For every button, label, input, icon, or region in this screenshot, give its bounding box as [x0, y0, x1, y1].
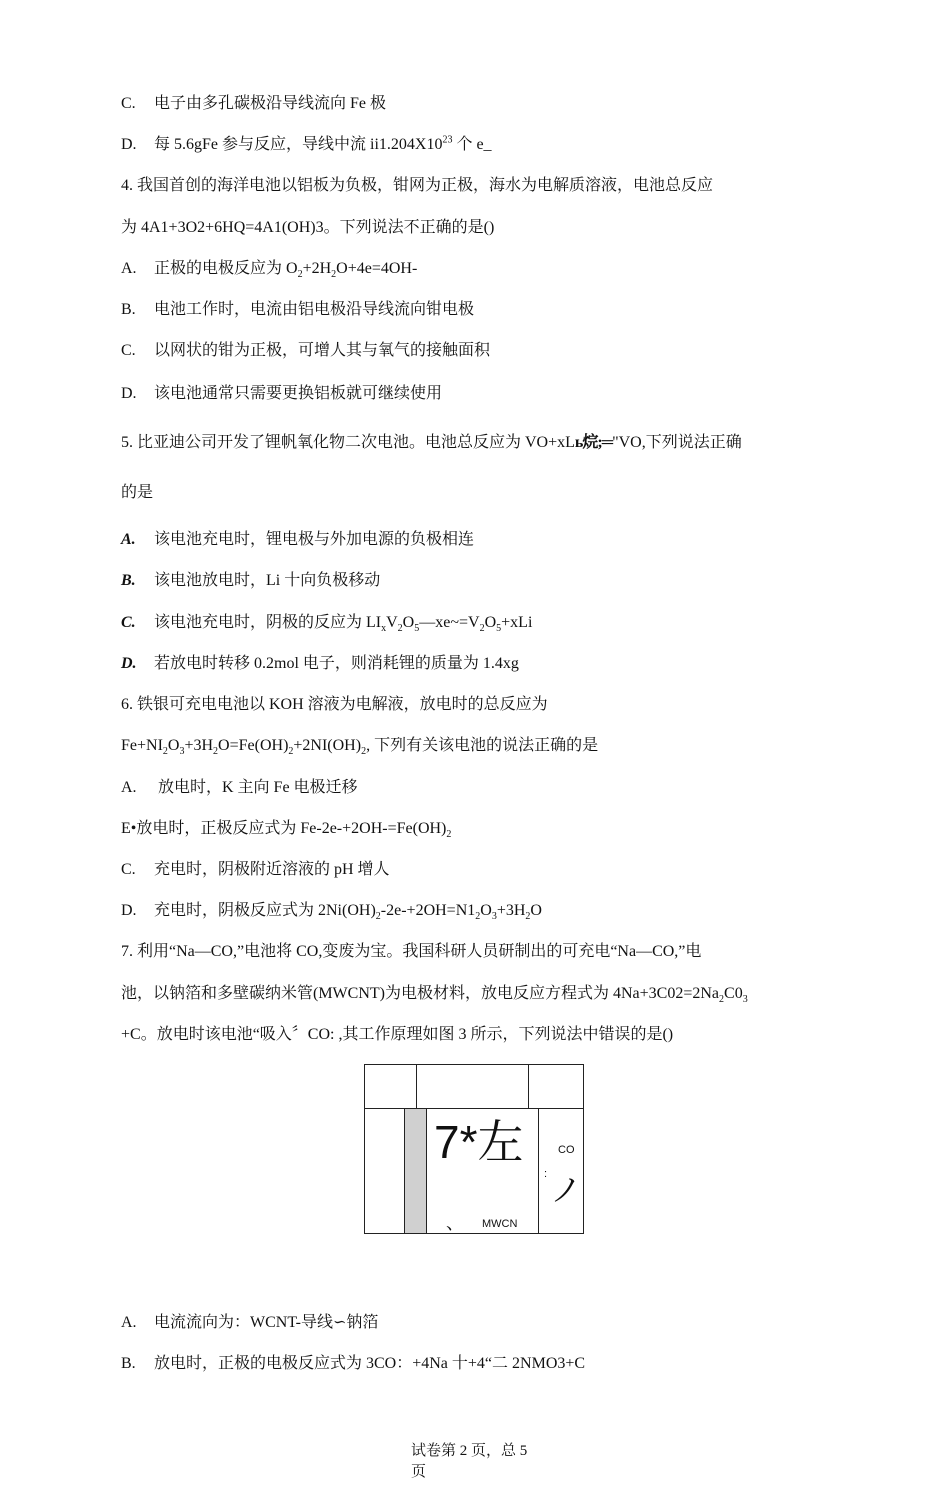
q4-stem-line1: 4. 我国首创的海洋电池以铝板为负极，钳网为正极，海水为电解质溶液，电池总反应	[121, 177, 714, 194]
option-label: C.	[121, 95, 136, 112]
option-label: A.	[121, 531, 136, 548]
subscript: 2	[361, 746, 367, 758]
subscript: 2	[375, 911, 381, 923]
option-text: 若放电时转移 0.2mol 电子，则消耗锂的质量为 1.4xg	[154, 655, 519, 672]
q7-option-a	[121, 1313, 378, 1333]
stem-text: Fe+NI	[121, 737, 163, 754]
page-footer	[411, 1441, 527, 1483]
option-text: 该电池通常只需要更换铝板就可继续使用	[154, 385, 443, 402]
q3-option-c	[121, 94, 386, 114]
option-text: 该电池充电时，阴极的反应为 LI	[154, 614, 382, 631]
option-text-mid: -2e-+2OH=N1	[380, 902, 476, 919]
subscript: 2	[331, 269, 337, 281]
subscript: 3	[179, 746, 185, 758]
option-label: B.	[121, 572, 136, 589]
q4-option-d	[121, 384, 442, 404]
diagram-label-co: CO	[558, 1144, 575, 1156]
stem-text-mid: +2NI(OH)	[293, 737, 362, 754]
option-label: A.	[121, 1314, 137, 1331]
subscript: 5	[496, 623, 502, 635]
stem-text: 池，以钠箔和多壁碳纳米管(MWCNT)为电极材料，放电反应方程式为 4Na+3C02=2Na	[121, 985, 720, 1002]
option-text-mid: —xe~=V	[419, 614, 480, 631]
q4-option-a	[121, 259, 417, 279]
option-label: A.	[121, 779, 137, 796]
q5-option-b	[121, 571, 380, 591]
option-text: 该电池放电时，Li 十向负极移动	[154, 572, 381, 589]
stem-text-end: , 下列有关该电池的说法正确的是	[366, 737, 599, 754]
q5-option-c	[121, 613, 532, 633]
subscript: 2	[446, 829, 452, 841]
option-text: 每 5.6gFe 参与反应，导线中流 ii1.204X10	[154, 136, 443, 153]
q4-option-c	[121, 341, 490, 361]
q6-option-e	[121, 819, 451, 839]
subscript: 2	[213, 746, 219, 758]
subscript: 3	[491, 911, 497, 923]
option-text-mid: V	[386, 614, 398, 631]
option-label: D.	[121, 902, 137, 919]
option-text-mid: +2H	[302, 260, 332, 277]
q4-stem-line2: 为 4A1+3O2+6HQ=4A1(OH)3。下列说法不正确的是()	[121, 219, 495, 236]
option-label: D.	[121, 655, 137, 672]
diagram-slash: ノ	[550, 1172, 583, 1208]
diagram-colon: :	[544, 1168, 548, 1180]
diagram-label-big: 7*左	[434, 1116, 524, 1168]
stem-text-mid: C0	[724, 985, 743, 1002]
battery-diagram	[364, 1064, 584, 1234]
footer-line2: 页	[411, 1464, 427, 1480]
stem-text-end: "VO,下列说法正确	[612, 434, 742, 451]
q7-option-b	[121, 1354, 585, 1374]
option-label: C.	[121, 342, 136, 359]
q4-option-b	[121, 300, 474, 320]
option-text: 放电时，K 主向 Fe 电极迁移	[154, 779, 358, 796]
diagram-mark: 、	[446, 1213, 464, 1233]
option-text: E•放电时，正极反应式为 Fe-2e-+2OH-=Fe(OH)	[121, 820, 447, 837]
subscript: 3	[742, 994, 748, 1006]
option-text: 充电时，阴极附近溶液的 pH 增人	[154, 861, 390, 878]
subscript: 2	[525, 911, 531, 923]
option-text-mid: O	[402, 614, 415, 631]
option-text-end: +xLi	[501, 614, 533, 631]
diagram-label-mwcn: MWCN	[482, 1218, 518, 1230]
option-text: 以网状的钳为正极，可增人其与氧气的接触面积	[154, 342, 491, 359]
q5-option-a	[121, 530, 474, 550]
q5-stem-line1	[121, 433, 742, 453]
q7-stem-line2	[121, 984, 748, 1004]
q6-option-a	[121, 778, 358, 798]
option-text: 放电时，正极的电极反应式为 3CO：+4Na 十+4“二 2NMO3+C	[154, 1355, 586, 1372]
stem-text-mid: +3H	[184, 737, 214, 754]
option-text: 电池工作时，电流由铝电极沿导线流向钳电极	[154, 301, 475, 318]
q3-option-d	[121, 135, 492, 155]
q7-stem-line3: +C。放电时该电池“吸入〞CO: ,其工作原理如图 3 所示，下列说法中错误的是()	[121, 1026, 674, 1043]
option-text: 电子由多孔碳极沿导线流向 Fe 极	[154, 95, 387, 112]
option-text-end: O+4e=4OH-	[336, 260, 418, 277]
subscript: 2	[297, 269, 303, 281]
subscript: 2	[397, 623, 403, 635]
footer-line1: 试卷第 2 页，总 5	[411, 1443, 528, 1459]
q7-stem-line1: 7. 利用“Na—CO,”电池将 CO,变废为宝。我国科研人员研制出的可充电“Na—CO,”电	[121, 943, 702, 960]
option-text: 该电池充电时，锂电极与外加电源的负极相连	[154, 531, 475, 548]
subscript: 5	[414, 623, 420, 635]
stem-text-mid: O=Fe(OH)	[218, 737, 289, 754]
q6-stem-line2	[121, 736, 598, 756]
option-label: A.	[121, 260, 137, 277]
option-text: 充电时，阴极反应式为 2Ni(OH)	[154, 902, 376, 919]
q6-option-d	[121, 901, 542, 921]
option-label: C.	[121, 861, 136, 878]
option-label: C.	[121, 614, 136, 631]
q5-stem-line2: 的是	[121, 484, 154, 501]
option-label: D.	[121, 385, 137, 402]
option-label: B.	[121, 301, 136, 318]
option-text-mid: +3H	[496, 902, 526, 919]
option-label: D.	[121, 136, 137, 153]
q5-option-d	[121, 654, 519, 674]
option-text-mid: O	[484, 614, 497, 631]
option-text: 电流流向为：WCNT-导线∽钠箔	[154, 1314, 379, 1331]
subscript: 2	[719, 994, 725, 1006]
stem-text: 5. 比亚迪公司开发了锂帆氧化物二次电池。电池总反应为 VO+xL	[121, 434, 575, 451]
stem-garbled: ь烷;═	[574, 434, 613, 451]
option-text-end: 个 e_	[452, 136, 492, 153]
superscript: 23	[442, 134, 453, 146]
q6-option-c	[121, 860, 390, 880]
subscript: 2	[475, 911, 481, 923]
option-text-mid: O	[480, 902, 492, 919]
subscript: 2	[288, 746, 294, 758]
option-text: 正极的电极反应为 O	[154, 260, 298, 277]
subscript: x	[381, 623, 387, 635]
option-label: B.	[121, 1355, 136, 1372]
subscript: 2	[162, 746, 168, 758]
subscript: 2	[479, 623, 485, 635]
option-text-end: O	[530, 902, 542, 919]
stem-text-mid: O	[167, 737, 180, 754]
q6-stem-line1: 6. 铁银可充电电池以 KOH 溶液为电解液，放电时的总反应为	[121, 696, 548, 713]
